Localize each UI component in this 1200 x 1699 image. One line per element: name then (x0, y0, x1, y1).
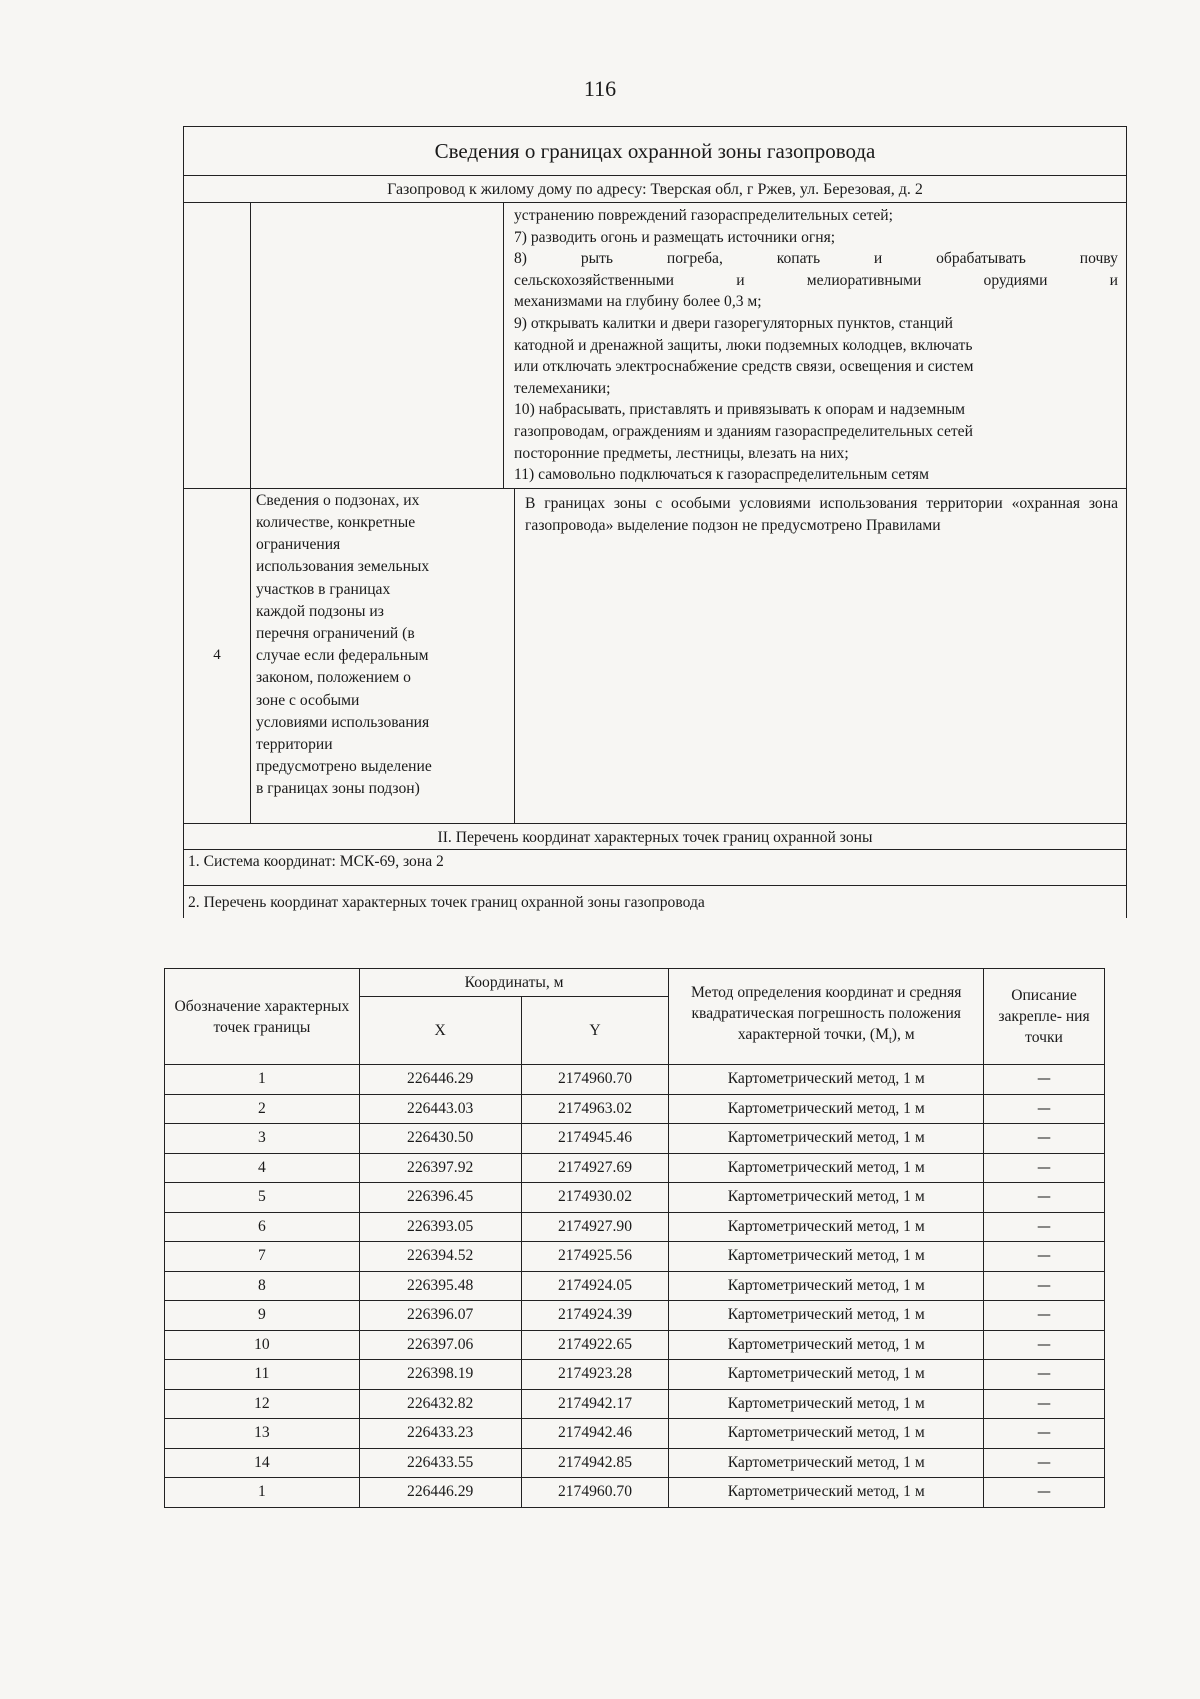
coord-x: 226395.48 (359, 1271, 521, 1301)
coord-y: 2174963.02 (521, 1094, 669, 1124)
coord-x: 226396.45 (359, 1183, 521, 1213)
header-point: Обозначение характерных точек границы (165, 969, 360, 1065)
subzones-label (251, 489, 515, 823)
coord-x: 226446.29 (359, 1478, 521, 1508)
table-row (165, 1448, 1105, 1478)
label-line: каждой подзоны из (256, 602, 384, 620)
section-2-title: II. Перечень координат характерных точек границ охранной зоны (184, 824, 1126, 850)
label-line: законом, положением о (256, 669, 411, 687)
restriction-line: катодной и дренажной защиты, люки подземных колодцев, включать (514, 336, 973, 354)
table-row (165, 1153, 1105, 1183)
point-number: 5 (165, 1183, 360, 1213)
description: — (984, 1448, 1105, 1478)
coordinate-list-title: 2. Перечень координат характерных точек границ охранной зоны газопровода (188, 893, 705, 911)
method: Картометрический метод, 1 м (669, 1419, 984, 1449)
word: сельскохозяйственными (514, 271, 675, 289)
method: Картометрический метод, 1 м (669, 1301, 984, 1331)
word: орудиями (983, 271, 1048, 289)
label-line: предусмотрено выделение (256, 758, 432, 776)
point-number: 4 (165, 1153, 360, 1183)
table-row (165, 1360, 1105, 1390)
point-number: 3 (165, 1124, 360, 1154)
description: — (984, 1183, 1105, 1213)
coord-y: 2174960.70 (521, 1065, 669, 1095)
coord-y: 2174923.28 (521, 1360, 669, 1390)
table-row (165, 1183, 1105, 1213)
label-line: случае если федеральным (256, 647, 429, 665)
method: Картометрический метод, 1 м (669, 1183, 984, 1213)
word: и (1109, 271, 1118, 289)
word: мелиоративными (806, 271, 922, 289)
header-y: Y (521, 997, 669, 1065)
coord-y: 2174925.56 (521, 1242, 669, 1272)
restrictions-row-number (184, 203, 251, 488)
coordinate-system: 1. Система координат: МСК-69, зона 2 (184, 850, 1126, 886)
point-number: 13 (165, 1419, 360, 1449)
point-number: 2 (165, 1094, 360, 1124)
page-number: 116 (583, 76, 617, 101)
method: Картометрический метод, 1 м (669, 1212, 984, 1242)
coord-y: 2174922.65 (521, 1330, 669, 1360)
restriction-line (514, 270, 1118, 292)
label-line: Сведения о подзонах, их (256, 491, 420, 509)
word: и (873, 250, 883, 268)
description: — (984, 1478, 1105, 1508)
restrictions-row-label (251, 203, 504, 488)
coord-y: 2174942.46 (521, 1419, 669, 1449)
coord-x: 226430.50 (359, 1124, 521, 1154)
coord-x: 226393.05 (359, 1212, 521, 1242)
table-row (165, 1271, 1105, 1301)
point-number: 10 (165, 1330, 360, 1360)
label-line: перечня ограничений (в (256, 624, 415, 642)
word: почву (1079, 250, 1118, 268)
table-row (165, 1389, 1105, 1419)
point-number: 6 (165, 1212, 360, 1242)
description: — (984, 1271, 1105, 1301)
word: 8) (514, 250, 527, 268)
restriction-line: устранению повреждений газораспределительных сетей; (514, 207, 893, 224)
coord-y: 2174960.70 (521, 1478, 669, 1508)
subzones-text: В границах зоны с особыми условиями использования территории «охранная зона газопровода» выделение подзон не предусмотрено Правилами (525, 494, 1118, 534)
table-row (165, 1330, 1105, 1360)
table-row (165, 1212, 1105, 1242)
method: Картометрический метод, 1 м (669, 1153, 984, 1183)
method: Картометрический метод, 1 м (669, 1271, 984, 1301)
word: и (736, 271, 745, 289)
header-x: X (359, 997, 521, 1065)
point-number: 1 (165, 1065, 360, 1095)
point-number: 12 (165, 1389, 360, 1419)
restrictions-row (184, 203, 1126, 489)
label-line: использования земельных (256, 558, 430, 576)
coord-x: 226443.03 (359, 1094, 521, 1124)
description: — (984, 1242, 1105, 1272)
description: — (984, 1124, 1105, 1154)
table-row (165, 1478, 1105, 1508)
method: Картометрический метод, 1 м (669, 1065, 984, 1095)
method: Картометрический метод, 1 м (669, 1330, 984, 1360)
label-line: участков в границах (256, 580, 391, 598)
method: Картометрический метод, 1 м (669, 1360, 984, 1390)
word: копать (776, 250, 821, 268)
point-number: 14 (165, 1448, 360, 1478)
subzones-row-number: 4 (184, 489, 251, 823)
restriction-line: 7) разводить огонь и размещать источники огня; (514, 228, 836, 246)
coord-y: 2174924.39 (521, 1301, 669, 1331)
method: Картометрический метод, 1 м (669, 1389, 984, 1419)
method: Картометрический метод, 1 м (669, 1448, 984, 1478)
coord-y: 2174927.90 (521, 1212, 669, 1242)
zone-info-frame (183, 126, 1127, 918)
restriction-line: 11) самовольно подключаться к газораспределительным сетям (514, 466, 929, 484)
point-number: 1 (165, 1478, 360, 1508)
document-title: Сведения о границах охранной зоны газопровода (184, 127, 1126, 176)
coord-x: 226446.29 (359, 1065, 521, 1095)
point-number: 9 (165, 1301, 360, 1331)
method: Картометрический метод, 1 м (669, 1124, 984, 1154)
word: рыть (580, 250, 614, 268)
table-row (165, 1242, 1105, 1272)
coord-x: 226394.52 (359, 1242, 521, 1272)
coord-y: 2174930.02 (521, 1183, 669, 1213)
coordinates-body (165, 1065, 1105, 1508)
header-description: Описание закрепле- ния точки (984, 969, 1105, 1065)
coord-x: 226396.07 (359, 1301, 521, 1331)
coord-x: 226397.92 (359, 1153, 521, 1183)
subzones-row (184, 489, 1126, 824)
method: Картометрический метод, 1 м (669, 1242, 984, 1272)
method: Картометрический метод, 1 м (669, 1094, 984, 1124)
restrictions-text (504, 203, 1126, 488)
coord-x: 226397.06 (359, 1330, 521, 1360)
coord-y: 2174924.05 (521, 1271, 669, 1301)
description: — (984, 1419, 1105, 1449)
table-row (165, 1301, 1105, 1331)
description: — (984, 1212, 1105, 1242)
point-number: 8 (165, 1271, 360, 1301)
table-row (165, 1065, 1105, 1095)
label-line: количестве, конкретные (256, 513, 416, 531)
restriction-line (514, 248, 1118, 270)
description: — (984, 1065, 1105, 1095)
coord-y: 2174942.85 (521, 1448, 669, 1478)
restriction-line: механизмами на глубину более 0,3 м; (514, 293, 762, 311)
coord-y: 2174945.46 (521, 1124, 669, 1154)
coord-x: 226433.55 (359, 1448, 521, 1478)
restriction-line: посторонние предметы, лестницы, влезать на них; (514, 444, 849, 462)
table-row (165, 1124, 1105, 1154)
word: погреба, (666, 250, 723, 268)
table-row (165, 1419, 1105, 1449)
label-line: в границах зоны подзон) (256, 780, 420, 798)
coord-x: 226398.19 (359, 1360, 521, 1390)
document-subtitle: Газопровод к жилому дому по адресу: Тверская обл, г Ржев, ул. Березовая, д. 2 (184, 176, 1126, 203)
coordinates-table (164, 968, 1105, 1508)
coord-x: 226433.23 (359, 1419, 521, 1449)
word: обрабатывать (936, 250, 1026, 268)
coord-x: 226432.82 (359, 1389, 521, 1419)
table-row (165, 1094, 1105, 1124)
point-number: 7 (165, 1242, 360, 1272)
label-line: условиями использования (256, 713, 430, 731)
label-line: территории (256, 735, 333, 753)
point-number: 11 (165, 1360, 360, 1390)
restriction-line: газопроводам, ограждениям и зданиям газораспределительных сетей (514, 422, 973, 440)
label-line: ограничения (256, 536, 341, 554)
description: — (984, 1360, 1105, 1390)
description: — (984, 1094, 1105, 1124)
restriction-line: 9) открывать калитки и двери газорегуляторных пунктов, станций (514, 314, 953, 332)
method: Картометрический метод, 1 м (669, 1478, 984, 1508)
description: — (984, 1153, 1105, 1183)
description: — (984, 1330, 1105, 1360)
restriction-line: 10) набрасывать, приставлять и привязывать к опорам и надземным (514, 401, 966, 419)
coord-y: 2174942.17 (521, 1389, 669, 1419)
description: — (984, 1301, 1105, 1331)
header-method: Метод определения координат и средняя квадратическая погрешность положения характерной точки, $(M_t)$, м (669, 969, 984, 1065)
header-coordinates: Координаты, м (359, 969, 669, 997)
description: — (984, 1389, 1105, 1419)
label-line: зоне с особыми (256, 691, 360, 709)
restriction-line: телемеханики; (514, 379, 611, 397)
restriction-line: или отключать электроснабжение средств связи, освещения и систем (514, 358, 974, 376)
coord-y: 2174927.69 (521, 1153, 669, 1183)
